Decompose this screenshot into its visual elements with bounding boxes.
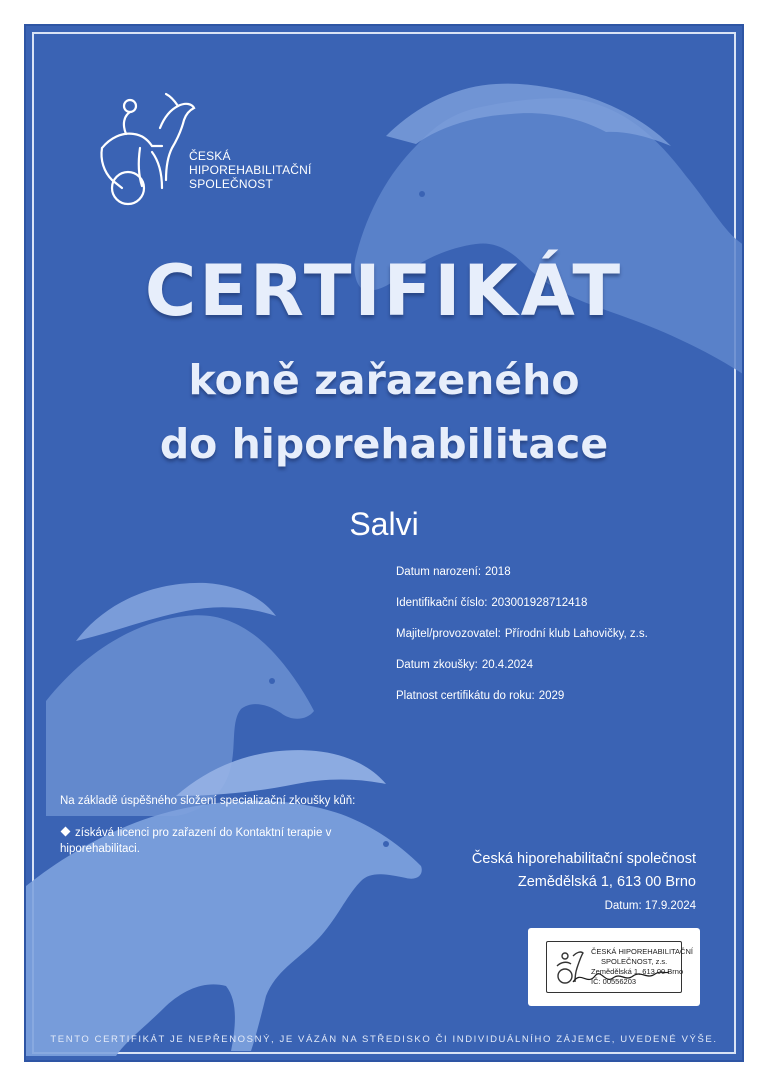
- detail-label: Platnost certifikátu do roku:: [396, 690, 535, 702]
- detail-label: Datum narození:: [396, 566, 482, 578]
- horse-name: Salvi: [349, 506, 419, 542]
- stamp-line-3: Zemědělská 1, 613 00 Brno: [591, 967, 684, 976]
- detail-row-owner: [396, 628, 652, 659]
- logo-line-3: SPOLEČNOST: [189, 177, 274, 191]
- certificate-subtitle-line-2: do hiporehabilitace: [159, 420, 609, 468]
- detail-value: 203001928712418: [491, 597, 588, 609]
- issuer-name: Česká hiporehabilitační společnost: [471, 851, 696, 867]
- horse-details: [396, 566, 652, 721]
- footer-notice: TENTO CERTIFIKÁT JE NEPŘENOSNÝ, JE VÁZÁN NA STŘEDISKO ČI INDIVIDUÁLNÍHO ZÁJEMCE, UVEDENÉ VÝŠE.: [50, 1034, 718, 1045]
- issue-date: Datum: 17.9.2024: [604, 900, 696, 912]
- detail-row-exam-date: [396, 659, 652, 690]
- issuer-block: [472, 848, 696, 912]
- logo-line-1: ČESKÁ: [189, 149, 231, 163]
- stamp-line-4: IČ: 00556203: [591, 977, 637, 986]
- stamp-line-1: ČESKÁ HIPOREHABILITAČNÍ: [591, 947, 693, 956]
- detail-row-birth: [396, 566, 652, 597]
- stamp-line-2: SPOLEČNOST, z.s.: [601, 957, 668, 966]
- detail-value: Přírodní klub Lahovičky, z.s.: [504, 628, 648, 640]
- license-text: získává licenci pro zařazení do Kontaktní terapie v hiporehabilitaci.: [60, 827, 332, 855]
- license-bullet: [60, 825, 350, 857]
- detail-value: 2018: [485, 566, 511, 578]
- detail-label: Majitel/provozovatel:: [396, 628, 501, 640]
- logo-line-2: HIPOREHABILITAČNÍ: [189, 163, 312, 177]
- certificate-frame: [24, 24, 744, 1062]
- detail-label: Identifikační číslo:: [396, 597, 488, 609]
- organization-logo: [82, 88, 202, 208]
- horse-head-top-right-illustration: [326, 66, 744, 396]
- detail-row-validity: [396, 690, 652, 721]
- issuer-address: Zemědělská 1, 613 00 Brno: [517, 874, 696, 890]
- logo-text: [189, 149, 312, 191]
- signature-icon: [571, 964, 671, 990]
- based-on-text: Na základě úspěšného složení specializační zkoušky kůň:: [60, 795, 356, 807]
- detail-row-id: [396, 597, 652, 628]
- bullet-diamond-icon: [61, 827, 71, 837]
- certificate-subtitle-line-1: koně zařazeného: [188, 356, 580, 404]
- detail-label: Datum zkoušky:: [396, 659, 478, 671]
- detail-value: 2029: [538, 690, 565, 702]
- detail-value: 20.4.2024: [481, 659, 533, 671]
- horse-bottom-illustration: [26, 726, 426, 1056]
- stamp-box: [528, 928, 700, 1006]
- certificate-title: CERTIFIKÁT: [144, 250, 624, 332]
- official-stamp: [546, 941, 693, 993]
